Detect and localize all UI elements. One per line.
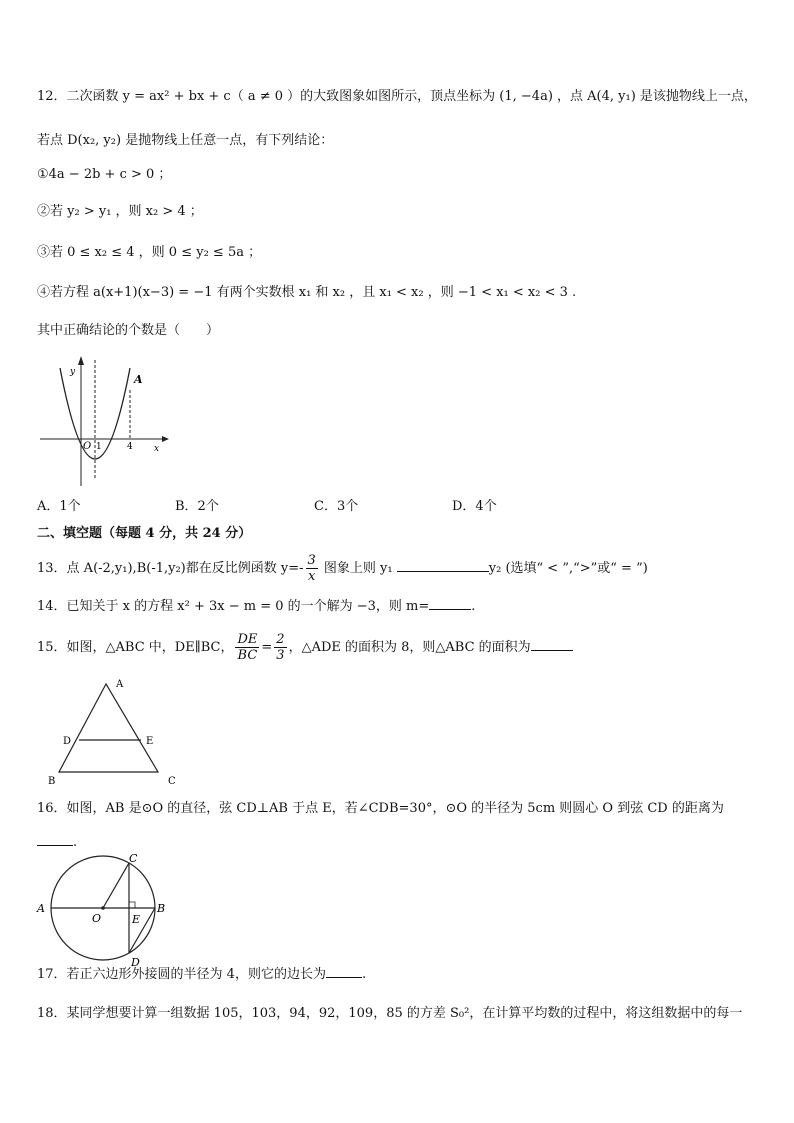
q17-line	[37, 966, 366, 984]
point-c-label: C	[129, 852, 138, 865]
center-dot	[101, 906, 105, 910]
q17-post: .	[361, 967, 367, 982]
point-d-label: D	[63, 736, 72, 747]
q13-pre: 13．点 A(-2,y₁),B(-1,y₂)都在反比例函数 y=-	[37, 561, 304, 576]
vertex-c-label: C	[168, 776, 176, 787]
q13-line	[37, 553, 648, 584]
q15-numerator-2: 2	[276, 632, 285, 647]
q17-answer-blank[interactable]	[326, 977, 362, 978]
q12-conclusion-1: ①4a − 2b + c > 0 ；	[37, 167, 172, 182]
q12-option-a: A．1个	[37, 499, 81, 514]
right-angle-mark	[129, 902, 135, 908]
q12-conclusion-3: ③若 0 ≤ x₂ ≤ 4 ，则 0 ≤ y₂ ≤ 5a ；	[37, 245, 262, 260]
q12-question: 其中正确结论的个数是（ ）	[37, 323, 220, 338]
x-axis-arrow	[162, 436, 169, 442]
q15-post: ，△ADE 的面积为 8，则△ABC 的面积为	[288, 640, 531, 655]
q13-fraction	[306, 553, 318, 584]
q15-line	[37, 632, 573, 663]
vertex-a-label: A	[116, 679, 124, 690]
triangle-figure	[44, 674, 184, 790]
q14-post: .	[471, 599, 476, 614]
q12-conclusion-4: ④若方程 a(x+1)(x−3) = −1 有两个实数根 x₁ 和 x₂ ，且 x₁ < x₂ ，则 −1 < x₁ < x₂ < 3 .	[37, 285, 577, 300]
tick-label-1: 1	[96, 442, 102, 452]
origin-label: O	[83, 441, 92, 452]
circle-figure	[36, 850, 170, 968]
q18-stem-line1: 18．某同学想要计算一组数据 105，103，94，92，109，85 的方差 S₀²，在计算平均数的过程中，将这组数据中的每一	[37, 1006, 743, 1021]
q12-option-d: D．4个	[452, 499, 497, 514]
q16-post: .	[73, 835, 78, 850]
q12-option-b: B．2个	[175, 499, 219, 514]
q16-stem-line1: 16．如图，AB 是⊙O 的直径，弦 CD⊥AB 于点 E，若∠CDB=30°，⊙O 的半径为 5cm 则圆心 O 到弦 CD 的距离为	[37, 801, 724, 816]
center-o-label: O	[92, 912, 102, 925]
point-e-label: E	[146, 736, 154, 747]
q15-equals: =	[261, 640, 273, 655]
q12-conclusion-2: ②若 y₂ > y₁ ，则 x₂ > 4 ；	[37, 204, 203, 219]
vertex-b-label: B	[48, 776, 56, 787]
q15-fraction-de-bc	[235, 632, 259, 663]
q14-answer-blank[interactable]	[429, 609, 471, 610]
q15-answer-blank[interactable]	[531, 650, 573, 651]
q13-denominator: x	[307, 569, 316, 584]
q13-numerator: 3	[307, 553, 316, 568]
tick-label-4: 4	[127, 442, 133, 452]
section-heading: 二、填空题（每题 4 分，共 24 分）	[37, 526, 252, 541]
q13-mid: 图象上则 y₁	[319, 561, 397, 576]
point-e-label: E	[132, 913, 141, 926]
parabola-figure	[36, 350, 170, 488]
y-axis-arrow	[78, 356, 84, 365]
q15-fraction-ratio	[274, 632, 286, 663]
q12-stem-line2: 若点 D(x₂, y₂) 是抛物线上任意一点，有下列结论：	[37, 133, 334, 148]
q17-pre: 17．若正六边形外接圆的半径为 4，则它的边长为	[37, 967, 326, 982]
point-a-label: A	[37, 902, 45, 915]
y-axis-label: y	[70, 367, 76, 377]
q15-denominator-1: BC	[237, 648, 258, 663]
q13-answer-blank[interactable]	[397, 571, 489, 572]
x-axis-label: x	[154, 444, 160, 454]
point-a-label: A	[134, 373, 143, 386]
q14-line	[37, 598, 475, 616]
q16-answer-blank[interactable]	[37, 845, 73, 846]
q15-denominator-2: 3	[276, 648, 285, 663]
q15-numerator-1: DE	[237, 632, 258, 647]
q15-pre: 15．如图，△ABC 中，DE∥BC，	[37, 640, 234, 655]
point-d-label: D	[131, 956, 140, 968]
q12-option-c: C．3个	[314, 499, 359, 514]
point-b-label: B	[157, 902, 166, 915]
q12-stem-line1: 12．二次函数 y = ax² + bx + c（ a ≠ 0 ）的大致图象如图所示，顶点坐标为 (1, −4a) ，点 A(4, y₁) 是该抛物线上一点，	[37, 89, 757, 104]
radius-oc	[103, 863, 129, 908]
triangle-abc	[59, 684, 158, 772]
q13-post: y₂ (选填“ < ”,“>”或“ = ”)	[488, 561, 648, 576]
q14-pre: 14．已知关于 x 的方程 x² + 3x − m = 0 的一个解为 −3，则 m=	[37, 599, 430, 614]
